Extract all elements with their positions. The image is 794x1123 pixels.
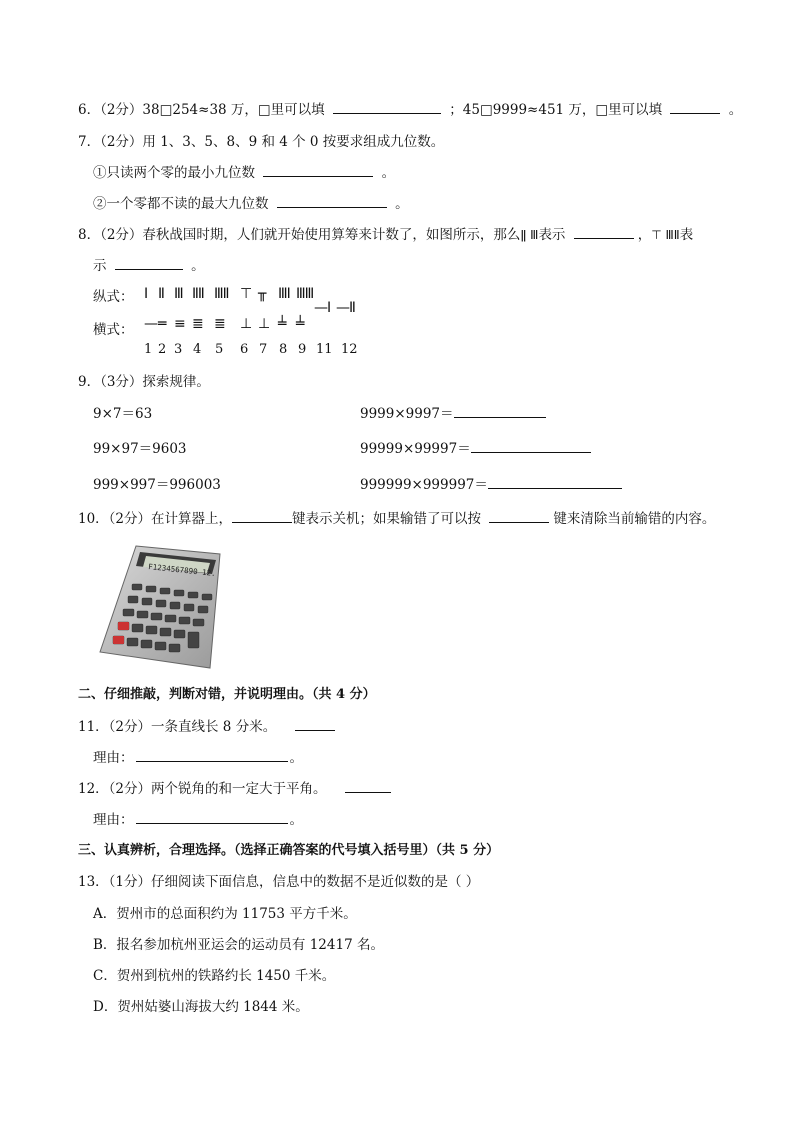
answer-blank[interactable]: [574, 226, 634, 239]
rod-horizontal: ⊥: [258, 316, 270, 332]
answer-blank[interactable]: [489, 510, 549, 523]
question-12: 12．（2分）两个锐角的和一定大于平角。: [78, 780, 395, 798]
rod-vertical: Ⅱ: [158, 286, 164, 302]
rod-vertical: ⅢⅠ: [278, 286, 290, 302]
rod-number: 4: [193, 342, 202, 357]
question-6: 6．（2分）38□254≈38 万，□里可以填 ；45□9999≈451 万，□里可以填 。: [78, 102, 743, 118]
rod-vertical: ⅢⅡ: [214, 286, 229, 302]
rod-horizontal: ≡: [174, 316, 185, 332]
vertical-rods-row: [144, 286, 355, 316]
question-7-stem: 7．（2分）用 1、3、5、8、9 和 4 个 0 按要求组成九位数。: [78, 134, 445, 150]
answer-blank[interactable]: [345, 780, 391, 793]
answer-blank[interactable]: [488, 476, 622, 489]
option-d[interactable]: D．贺州姑婆山海拔大约 1844 米。: [93, 999, 309, 1015]
counting-rod-glyph: ǁ Ⅲ: [520, 228, 539, 242]
rod-vertical: ⊤: [240, 286, 252, 302]
rod-vertical: —Ⅰ: [314, 300, 331, 316]
rod-horizontal: ≣: [192, 316, 203, 332]
answer-blank[interactable]: [454, 405, 546, 418]
pattern-left: 9×7＝63: [93, 406, 153, 422]
rod-number: 11: [316, 342, 333, 357]
answer-blank[interactable]: [471, 440, 591, 453]
rod-vertical: ╥: [258, 286, 266, 302]
rod-vertical: Ⅲ: [174, 286, 183, 302]
question-8-stem: 8．（2分）春秋战国时期，人们就开始使用算筹来计数了，如图所示，那么ǁ Ⅲ表示 ，⊤ ⅢⅡ表: [78, 227, 694, 243]
rod-number: 1: [144, 342, 153, 357]
counting-rod-glyph: ⊤ ⅢⅡ: [651, 228, 680, 242]
section-2-title: 二、仔细推敲，判断对错，并说明理由。（共 4 分）: [78, 687, 376, 702]
question-8-line2: 示 。: [93, 258, 205, 274]
question-11-reason: 理由： 。: [93, 750, 303, 766]
question-7-sub-1: ①只读两个零的最小九位数 。: [93, 165, 396, 181]
rod-number: 8: [279, 342, 288, 357]
pattern-right: 9999×9997＝: [360, 405, 550, 423]
answer-blank[interactable]: [232, 510, 292, 523]
rod-number: 7: [259, 342, 268, 357]
rod-vertical: ⅡⅡ: [192, 286, 204, 302]
pattern-right: 99999×99997＝: [360, 440, 595, 458]
option-a[interactable]: A．贺州市的总面积约为 11753 平方千米。: [93, 906, 357, 922]
rod-horizontal: —: [144, 316, 157, 332]
rod-horizontal: ≣: [214, 316, 225, 332]
rod-vertical: Ⅰ: [144, 286, 148, 302]
calculator-display-text: F1234567890 12.: [147, 562, 217, 579]
rod-vertical: —Ⅱ: [336, 300, 355, 316]
rod-number: 5: [215, 342, 224, 357]
calculator-red-key: [118, 622, 129, 630]
vertical-label: 纵式：: [93, 289, 134, 305]
calculator-image: [96, 540, 224, 672]
question-10: 10．（2分）在计算器上， 键表示关机；如果输错了可以按 键来清除当前输错的内容。: [78, 511, 716, 527]
calculator-red-key: [113, 636, 124, 644]
rod-horizontal: ═: [158, 316, 166, 332]
answer-blank[interactable]: [670, 101, 720, 114]
section-3-title: 三、认真辨析，合理选择。（选择正确答案的代号填入括号里）（共 5 分）: [78, 843, 500, 858]
answer-blank[interactable]: [115, 257, 183, 270]
rod-number: 12: [341, 342, 358, 357]
rod-number: 9: [298, 342, 307, 357]
rod-number: 2: [158, 342, 167, 357]
option-b[interactable]: B．报名参加杭州亚运会的运动员有 12417 名。: [93, 937, 384, 953]
option-c[interactable]: C．贺州到杭州的铁路约长 1450 千米。: [93, 968, 336, 984]
answer-blank[interactable]: [295, 718, 335, 731]
horizontal-rods-row: [144, 316, 344, 336]
rod-number-row: [144, 342, 374, 360]
reason-blank[interactable]: [136, 749, 288, 762]
rod-horizontal: ⊥: [240, 316, 252, 332]
rod-horizontal: ╧: [296, 316, 304, 332]
question-9-stem: 9．（3分）探索规律。: [78, 374, 210, 390]
rod-number: 3: [174, 342, 183, 357]
question-7-sub-2: ②一个零都不读的最大九位数 。: [93, 196, 409, 212]
rod-vertical: ⅢⅢ: [296, 286, 314, 302]
question-11: 11．（2分）一条直线长 8 分米。: [78, 718, 339, 736]
answer-blank[interactable]: [333, 101, 441, 114]
pattern-left: 999×997＝996003: [93, 477, 221, 493]
reason-blank[interactable]: [136, 811, 288, 824]
horizontal-label: 横式：: [93, 322, 134, 338]
pattern-right: 999999×999997＝: [360, 476, 626, 494]
rod-number: 6: [240, 342, 249, 357]
answer-blank[interactable]: [263, 164, 373, 177]
answer-blank[interactable]: [277, 195, 387, 208]
question-13-stem: 13．（1分）仔细阅读下面信息，信息中的数据不是近似数的是（ ）: [78, 874, 480, 890]
question-12-reason: 理由： 。: [93, 812, 303, 828]
rod-horizontal: ╧: [278, 316, 286, 332]
pattern-left: 99×97＝9603: [93, 441, 187, 457]
